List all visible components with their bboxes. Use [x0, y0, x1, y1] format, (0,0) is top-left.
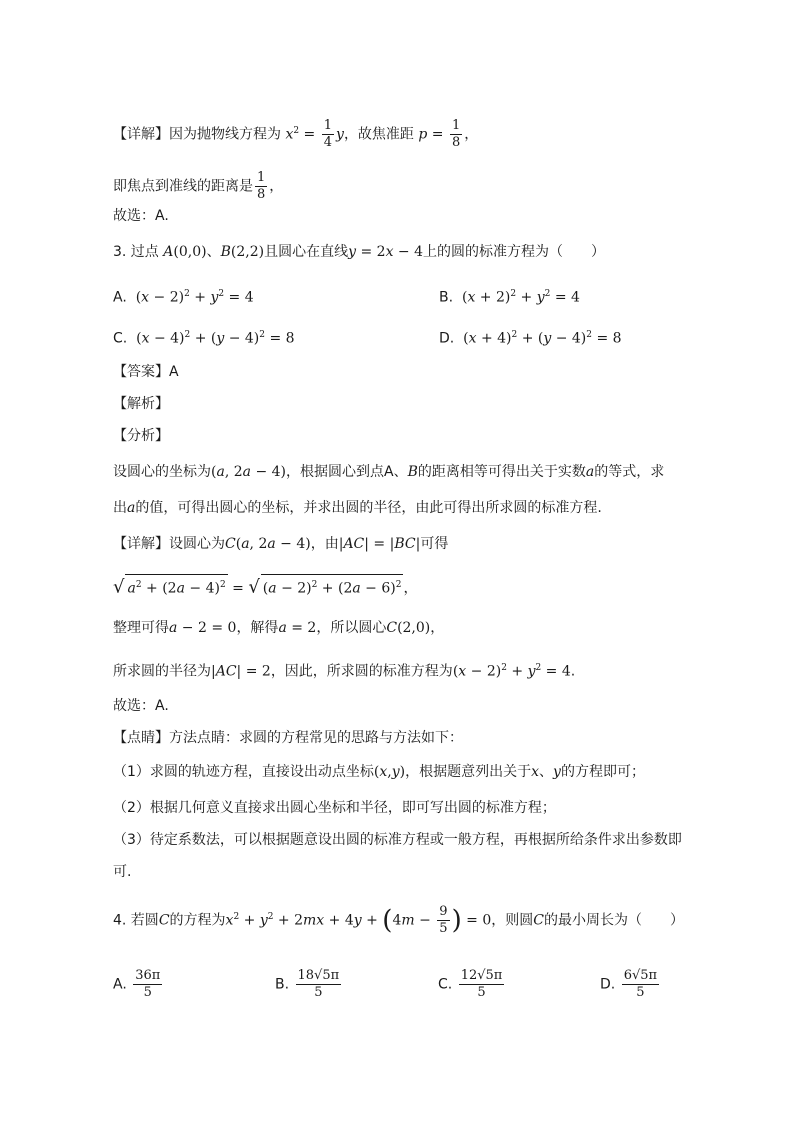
- q4-option-a[interactable]: A. $\frac{36\pi}{5}$: [113, 968, 161, 1000]
- detail-paragraph-1: 【详解】因为抛物线方程为 $x^2$ = $\frac{1}{4}$ y，故焦准距 p = $\frac{1}{8}$ ，: [113, 118, 479, 150]
- q4-option-d[interactable]: D. $\frac{6√5\pi}{5}$: [600, 968, 658, 1000]
- analysis-line-1: 设圆心的坐标为(a, 2a − 4)，根据圆心到点A、B的距离相等可得出关于实数a的等式，求: [113, 464, 665, 480]
- section-tag: 【详解】: [113, 126, 169, 143]
- detail-paragraph-2: 即焦点到准线的距离是 $\frac{1}{8}$ ，: [113, 170, 284, 202]
- detail-line-4: 所求圆的半径为|AC| = 2，因此，所求圆的标准方程为$(x - 2)^2 + y^2 = 4$.: [113, 663, 576, 680]
- question-4-stem: 4. 若圆C的方程为$x^2 + y^2 + 2mx + 4y + (4m$ − $\frac{9}{5}$ ) = 0，则圆C的最小周长为（ ）: [113, 904, 684, 936]
- remark-item-3: （3）待定系数法，可以根据题意设出圆的标准方程或一般方程，再根据所给条件求出参数即: [113, 832, 682, 848]
- section-tag: 【点睛】: [113, 730, 169, 746]
- q3-option-c[interactable]: C. $(x - 4)^2 + (y - 4)^2 = 8$: [113, 330, 295, 347]
- answer-choice-line-2: 故选：A.: [113, 698, 169, 714]
- q4-option-c[interactable]: C. $\frac{12√5\pi}{5}$: [438, 968, 503, 1000]
- q3-option-b[interactable]: B. $(x + 2)^2 + y^2 = 4$: [439, 289, 580, 306]
- analysis-line-2: 出a的值，可得出圆心的坐标，并求出圆的半径，由此可得出所求圆的标准方程.: [113, 500, 602, 516]
- remark-heading: 【点睛】方法点睛：求圆的方程常见的思路与方法如下：: [113, 730, 463, 746]
- detail-line-3: 整理可得a − 2 = 0，解得a = 2，所以圆心C(2,0)，: [113, 620, 445, 636]
- question-3-stem: 3. 过点 A(0,0)、B(2,2)且圆心在直线y = 2x − 4上的圆的标准方程为（ ）: [113, 244, 606, 260]
- q3-option-d[interactable]: D. $(x + 4)^2 + (y - 4)^2 = 8$: [439, 330, 622, 347]
- analysis-heading: 【解析】: [113, 396, 169, 412]
- q3-option-a[interactable]: A. $(x - 2)^2 + y^2 = 4$: [113, 289, 254, 306]
- remark-item-2: （2）根据几何意义直接求出圆心坐标和半径，即可写出圆的标准方程；: [113, 800, 556, 816]
- analysis-subheading: 【分析】: [113, 428, 169, 444]
- answer-choice-line: 故选：A.: [113, 208, 169, 224]
- answer-line: 【答案】A: [113, 364, 179, 380]
- remark-item-1: （1）求圆的轨迹方程，直接设出动点坐标(x,y)，根据题意列出关于x、y的方程即可；: [113, 764, 645, 780]
- q4-option-b[interactable]: B. $\frac{18√5\pi}{5}$: [275, 968, 340, 1000]
- remark-item-3-cont: 可.: [113, 864, 132, 880]
- detail-line-1: 【详解】设圆心为C(a, 2a − 4)，由|AC| = |BC|可得: [113, 536, 449, 552]
- detail-equation: √ $a^2 + (2a - 4)^2$ = √ $(a - 2)^2 + (2a - 6)^2$ ，: [113, 574, 417, 599]
- section-tag: 【详解】: [113, 536, 169, 552]
